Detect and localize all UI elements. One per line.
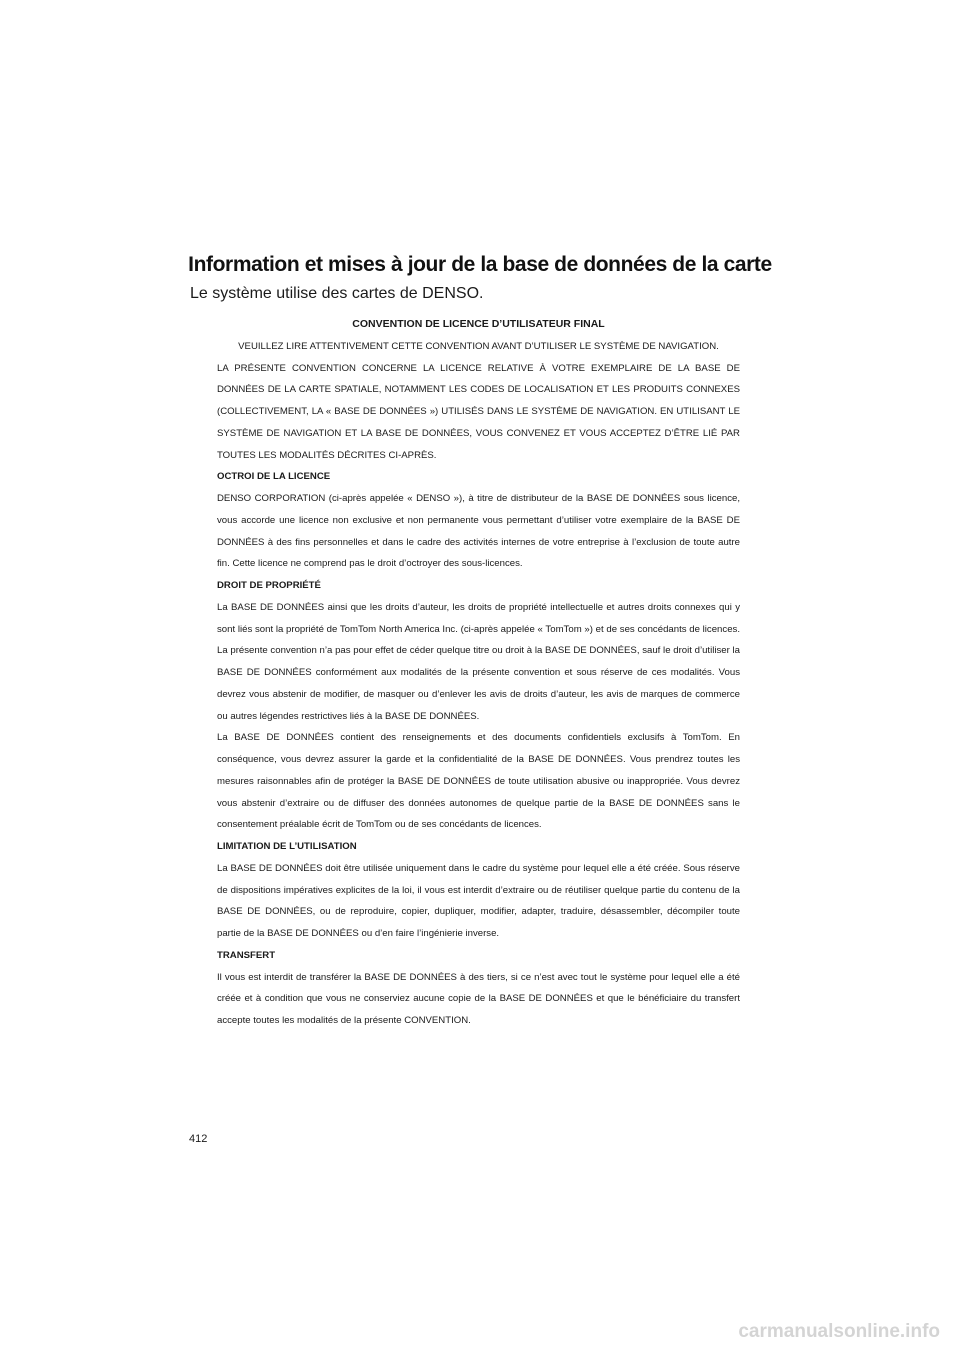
section-heading-grant: OCTROI DE LA LICENCE bbox=[217, 471, 331, 483]
license-heading: CONVENTION DE LICENCE D’UTILISATEUR FINAL bbox=[352, 318, 605, 330]
license-preamble: LA PRÉSENTE CONVENTION CONCERNE LA LICENCE RELATIVE À VOTRE EXEMPLAIRE DE LA BASE DE DONNÉES DE LA CARTE SPATIALE, NOTAMMENT LES CODES DE LOCALISATION ET LES PRODUITS CONNEXES (COLLECTIVEMENT, LA « BASE DE DONNÉES ») UTILISÉS DANS LE SYSTÈME DE NAVIGATION. EN UTILISANT LE SYSTÈME DE NAVIGATION ET LA BASE DE DONNÉES, VOUS CONVENEZ ET VOUS ACCEPTEZ D’ÊTRE LIÉ PAR TOUTES LES MODALITÉS DÉCRITES CI-APRÈS. bbox=[217, 362, 740, 461]
section-heading-use-limitation: LIMITATION DE L’UTILISATION bbox=[217, 841, 357, 852]
section-heading-transfer: TRANSFERT bbox=[217, 949, 276, 961]
section-paragraph: Il vous est interdit de transférer la BASE DE DONNÉES à des tiers, si ce n’est avec tout le système pour lequel elle a été créée et à condition que vous ne conserviez aucune copie de la BASE DE DONNÉES et que le bénéficiaire du transfert accepte toutes les modalités de la présente CONVENTION. bbox=[217, 971, 740, 1026]
section-heading-ownership: DROIT DE PROPRIÉTÉ bbox=[217, 580, 321, 591]
section-paragraph: La BASE DE DONNÉES doit être utilisée uniquement dans le cadre du système pour lequel elle a été créée. Sous réserve de dispositions impératives explicites de la loi, il vous est interdit d’extraire ou de réutiliser quelque partie du contenu de la BASE DE DONNÉES, ou de reproduire, copier, dupliquer, modifier, adapter, traduire, désassembler, décompiler toute partie de la BASE DE DONNÉES ou d’en faire l’ingénierie inverse. bbox=[217, 862, 740, 939]
section-paragraph: DENSO CORPORATION (ci-après appelée « DENSO »), à titre de distributeur de la BASE DE DONNÉES sous licence, vous accorde une licence non exclusive et non permanente vous permettant d’utiliser votre exemplaire de la BASE DE DONNÉES à des fins personnelles et dans le cadre des activités internes de votre entreprise à l’exclusion de toute autre fin. Cette licence ne comprend pas le droit d’octroyer des sous-licences. bbox=[217, 493, 740, 570]
intro-text: Le système utilise des cartes de DENSO. bbox=[190, 285, 484, 302]
license-agreement bbox=[217, 314, 740, 1032]
page-number: 412 bbox=[189, 1133, 208, 1145]
section-paragraph: La BASE DE DONNÉES contient des renseignements et des documents confidentiels exclusifs à TomTom. En conséquence, vous devrez assurer la garde et la confidentialité de la BASE DE DONNÉES. Vous prendrez toutes les mesures raisonnables afin de protéger la BASE DE DONNÉES de toute utilisation abusive ou inappropriée. Vous devrez vous abstenir d’extraire ou de diffuser des données autonomes de quelque partie de la BASE DE DONNÉES sans le consentement préalable écrit de TomTom ou de ses concédants de licences. bbox=[217, 732, 740, 831]
watermark-logo: carmanualsonline.info bbox=[738, 1321, 940, 1342]
page-title: Information et mises à jour de la base de données de la carte bbox=[188, 253, 772, 277]
section-paragraph: La BASE DE DONNÉES ainsi que les droits d’auteur, les droits de propriété intellectuelle et autres droits connexes qui y sont liés sont la propriété de TomTom North America Inc. (ci-après appelée « TomTom ») et de ses concédants de licences. La présente convention n’a pas pour effet de céder quelque titre ou droit à la BASE DE DONNÉES, sauf le droit d’utiliser la BASE DE DONNÉES conformément aux modalités de la présente convention et sous réserve de ces modalités. Vous devrez vous abstenir de modifier, de masquer ou d’enlever les avis de droits d’auteur, les avis de marques de commerce ou autres légendes restrictives liés à la BASE DE DONNÉES. bbox=[217, 601, 740, 722]
license-subtitle: VEUILLEZ LIRE ATTENTIVEMENT CETTE CONVENTION AVANT D’UTILISER LE SYSTÈME DE NAVIGATION. bbox=[238, 340, 719, 352]
